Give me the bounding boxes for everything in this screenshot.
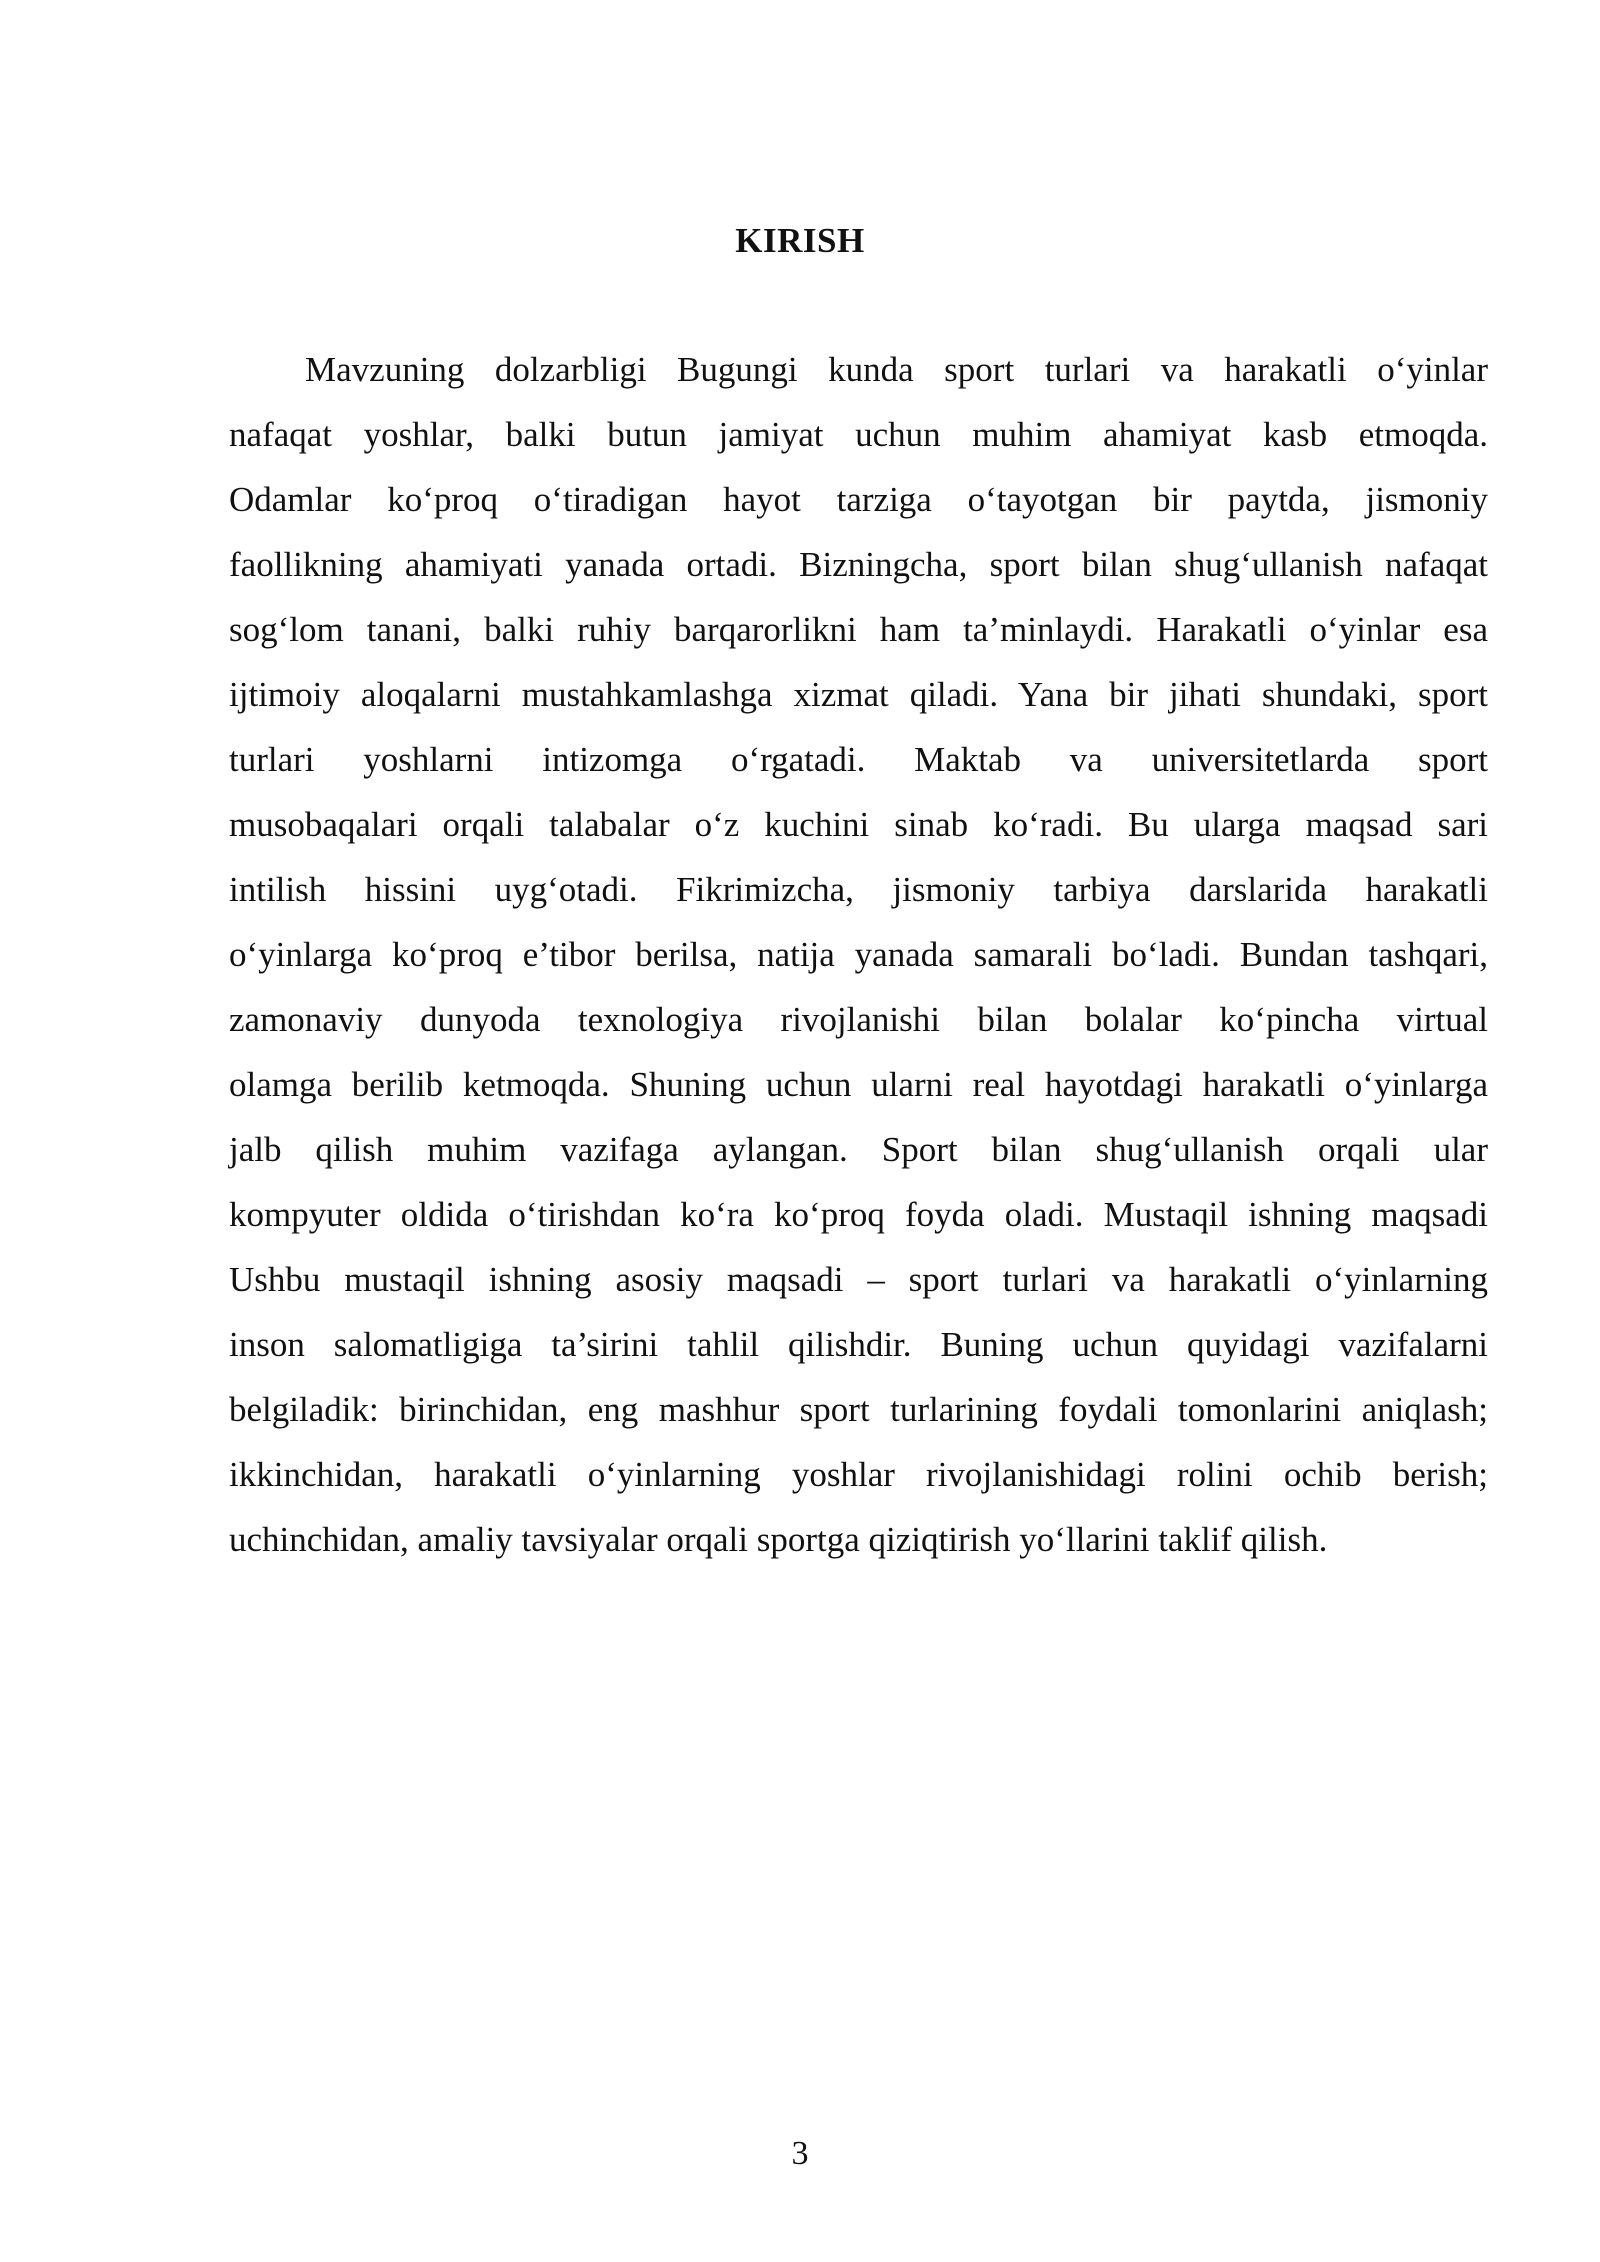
paragraph-line: Odamlar ko‘proq o‘tiradigan hayot tarziga o‘tayotgan bir paytda, jismoniy [229,480,1488,519]
paragraph-line: olamga berilib ketmoqda. Shuning uchun ularni real hayotdagi harakatli o‘yinlarga [229,1065,1488,1104]
section-heading: KIRISH [735,221,865,260]
intro-paragraph [229,344,1488,1579]
paragraph-line: intilish hissini uyg‘otadi. Fikrimizcha, jismoniy tarbiya darslarida harakatli [229,870,1488,909]
paragraph-line: kompyuter oldida o‘tirishdan ko‘ra ko‘proq foyda oladi. Mustaqil ishning maqsadi [229,1195,1488,1234]
paragraph-line: zamonaviy dunyoda texnologiya rivojlanishi bilan bolalar ko‘pincha virtual [229,1000,1488,1039]
paragraph-line: sog‘lom tanani, balki ruhiy barqarorlikni ham ta’minlaydi. Harakatli o‘yinlar esa [229,610,1488,649]
paragraph-line: Mavzuning dolzarbligi Bugungi kunda sport turlari va harakatli o‘yinlar [305,350,1488,389]
paragraph-line: belgiladik: birinchidan, eng mashhur sport turlarining foydali tomonlarini aniqlash; [229,1390,1488,1429]
paragraph-line: ikkinchidan, harakatli o‘yinlarning yoshlar rivojlanishidagi rolini ochib berish; [229,1455,1488,1494]
page-number: 3 [791,2135,809,2172]
paragraph-line: ijtimoiy aloqalarni mustahkamlashga xizmat qiladi. Yana bir jihati shundaki, sport [229,675,1488,714]
paragraph-line: uchinchidan, amaliy tavsiyalar orqali sportga qiziqtirish yo‘llarini taklif qilish. [229,1520,1328,1559]
paragraph-line: faollikning ahamiyati yanada ortadi. Bizningcha, sport bilan shug‘ullanish nafaqat [229,545,1488,584]
paragraph-line: musobaqalari orqali talabalar o‘z kuchini sinab ko‘radi. Bu ularga maqsad sari [229,805,1488,844]
paragraph-line: o‘yinlarga ko‘proq e’tibor berilsa, natija yanada samarali bo‘ladi. Bundan tashqari, [229,935,1488,974]
paragraph-line: nafaqat yoshlar, balki butun jamiyat uchun muhim ahamiyat kasb etmoqda. [229,415,1488,454]
paragraph-line: jalb qilish muhim vazifaga aylangan. Sport bilan shug‘ullanish orqali ular [229,1130,1488,1169]
paragraph-line: Ushbu mustaqil ishning asosiy maqsadi – sport turlari va harakatli o‘yinlarning [229,1260,1488,1299]
paragraph-line: turlari yoshlarni intizomga o‘rgatadi. Maktab va universitetlarda sport [229,740,1488,779]
paragraph-line: inson salomatligiga ta’sirini tahlil qilishdir. Buning uchun quyidagi vazifalarni [229,1325,1488,1364]
